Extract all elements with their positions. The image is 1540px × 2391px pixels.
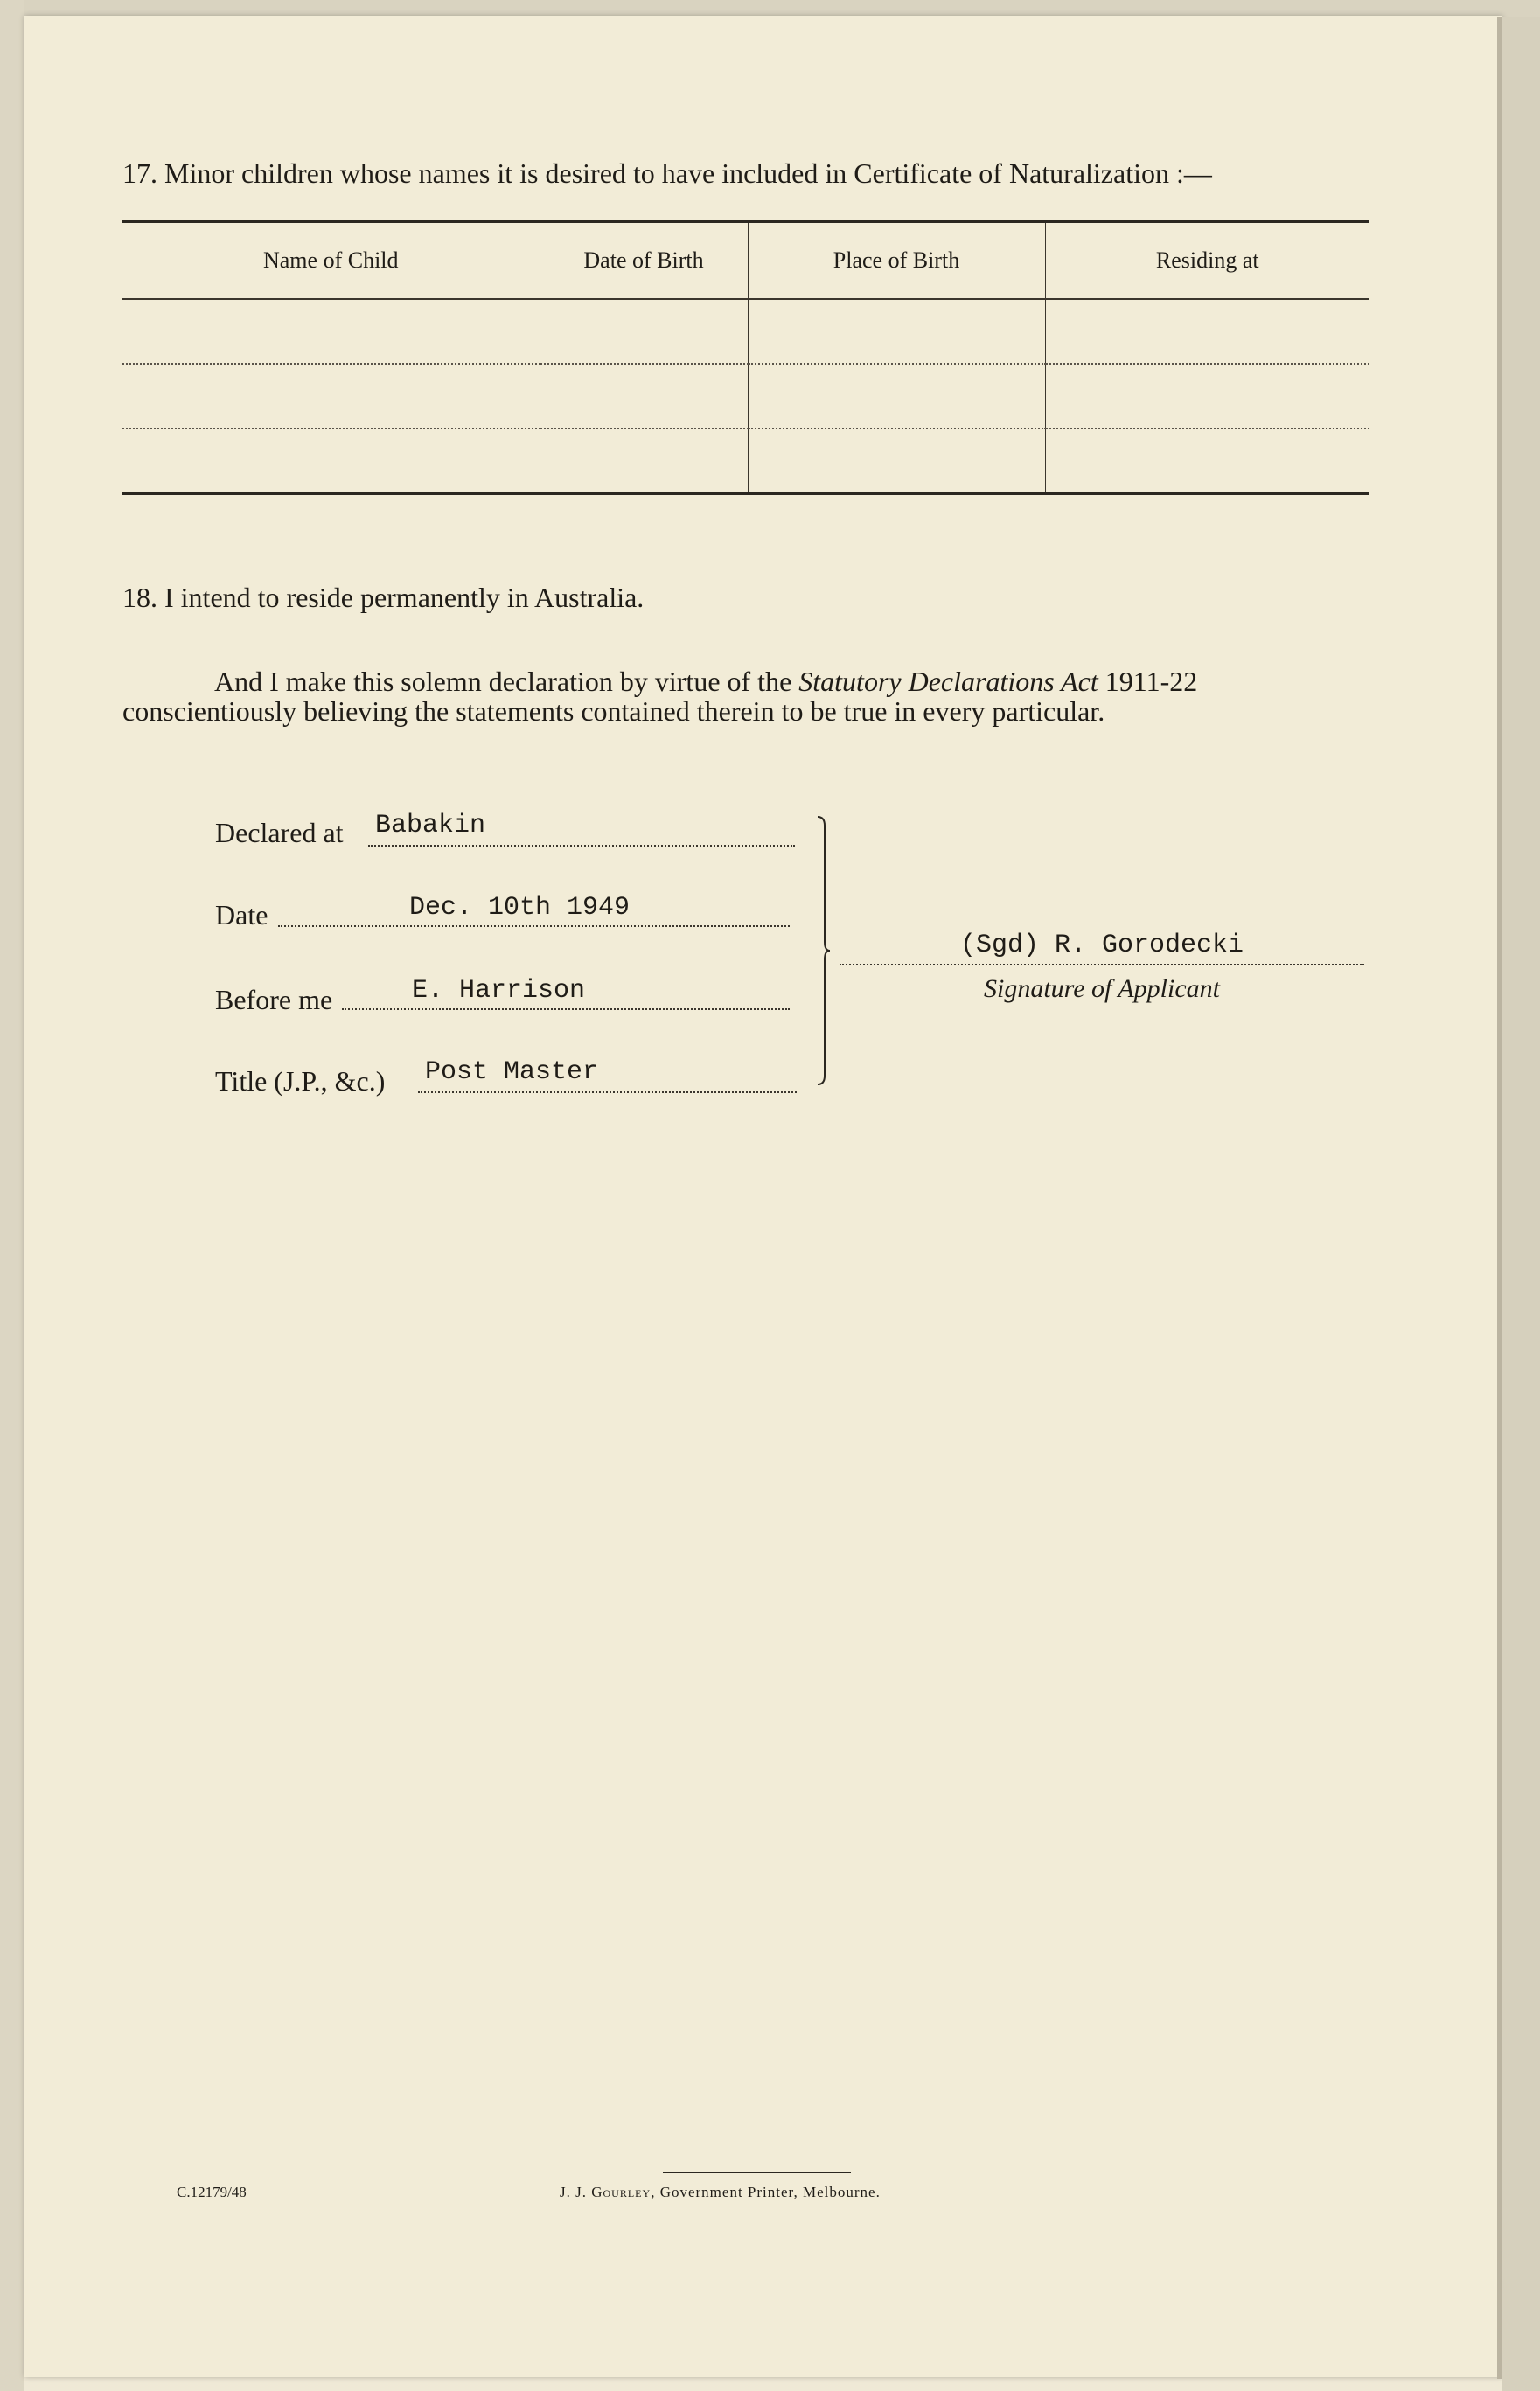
column-header-residing-at: Residing at [1045,222,1369,300]
printer-imprint [560,2184,881,2201]
scan-border-right [1502,17,1540,2391]
declaration-line-2: conscientiously believing the statements contained therein to be true in every particular. [122,695,1105,727]
column-header-date-of-birth: Date of Birth [540,222,748,300]
printer-suffix: , Government Printer, Melbourne. [651,2184,881,2200]
scan-border-top [0,0,1540,17]
declaration-line-1 [122,666,1366,696]
table-cell [540,299,748,364]
table-cell [540,429,748,494]
right-brace [818,815,830,1086]
table-cell [748,364,1045,429]
title-label: Title (J.P., &c.) [215,1065,386,1097]
table-cell [122,299,540,364]
minor-children-table [122,220,1369,495]
table-cell [122,364,540,429]
table-cell [748,429,1045,494]
table-row [122,299,1369,364]
act-years: 1911-22 [1098,666,1198,697]
table-cell [1045,364,1369,429]
declaration-text: And I make this solemn declaration by virtue of the [214,666,799,697]
act-name: Statutory Declarations Act [798,666,1098,697]
column-header-place-of-birth: Place of Birth [748,222,1045,300]
table-row [122,429,1369,494]
scan-border-left [0,0,24,2391]
date-field [215,893,631,931]
date-label: Date [215,899,268,931]
before-me-label: Before me [215,984,333,1015]
date-value: Dec. 10th 1949 [278,894,790,927]
section-17-heading: 17. Minor children whose names it is desired to have included in Certificate of Naturalization :— [122,157,1212,189]
table-cell [748,299,1045,364]
table-row [122,364,1369,429]
declared-at-field [215,811,486,849]
table-header-row [122,222,1369,300]
signature-block [840,929,1364,1004]
declaration-paragraph [122,666,1366,726]
column-header-name-of-child: Name of Child [122,222,540,300]
form-code: C.12179/48 [177,2184,247,2200]
before-me-value: E. Harrison [342,977,790,1010]
table-cell [540,364,748,429]
title-field [215,1057,599,1098]
declared-at-value: Babakin [368,812,795,847]
declared-at-label: Declared at [215,817,344,848]
table-cell [122,429,540,494]
title-value: Post Master [418,1058,797,1093]
footer-divider [663,2172,851,2173]
table-cell [1045,299,1369,364]
applicant-signature: (Sgd) R. Gorodecki [840,929,1364,965]
before-me-field [215,976,586,1016]
table-cell [1045,429,1369,494]
printer-name: Gourley [591,2184,652,2200]
signature-caption: Signature of Applicant [984,974,1220,1003]
printer-prefix: J. J. [560,2184,592,2200]
section-18-statement: 18. I intend to reside permanently in Australia. [122,582,645,613]
